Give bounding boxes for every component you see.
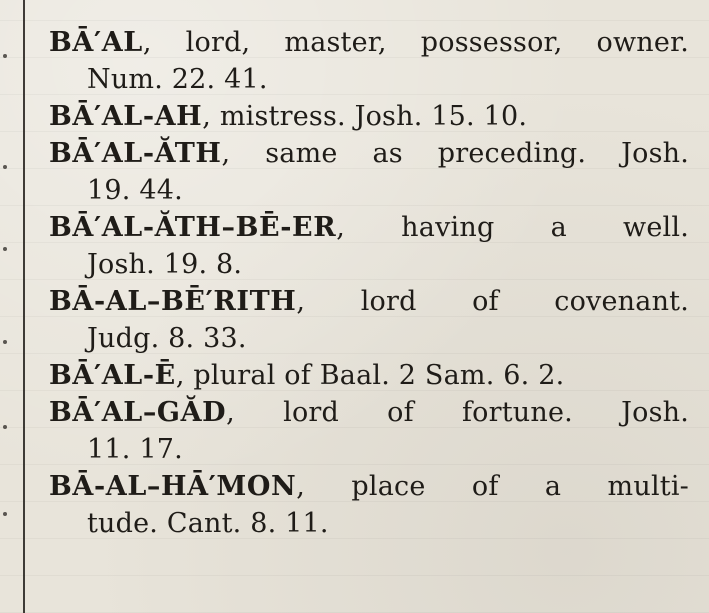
entry-headword: BĀ-AL–HĀ′MON xyxy=(49,471,297,502)
entry-definition: , lord of fortune. Josh. xyxy=(226,397,689,428)
dictionary-entry-continuation xyxy=(49,61,689,98)
margin-dot xyxy=(3,425,7,429)
margin-dot xyxy=(3,54,7,58)
dictionary-entry-continuation xyxy=(49,320,689,357)
dictionary-entry xyxy=(49,468,689,505)
entry-list xyxy=(49,24,689,539)
entry-reference: 11. 17. xyxy=(87,434,183,465)
margin-dot xyxy=(3,165,7,169)
entry-headword: BĀ′AL-ĂTH–BĒ-ER xyxy=(49,212,337,243)
entry-definition: , lord of covenant. xyxy=(296,286,689,317)
dictionary-entry xyxy=(49,209,689,246)
dictionary-entry-continuation xyxy=(49,505,689,539)
entry-definition: , lord, master, possessor, owner. xyxy=(142,27,689,58)
entry-reference: Judg. 8. 33. xyxy=(87,323,247,354)
margin-dot xyxy=(3,247,7,251)
entry-definition: , having a well. xyxy=(336,212,689,243)
dictionary-entry-continuation xyxy=(49,431,689,468)
entry-definition: , mistress. Josh. 15. 10. xyxy=(202,101,528,132)
entry-headword: BĀ-AL–BĒ′RITH xyxy=(49,286,297,317)
entry-headword: BĀ′AL-Ē xyxy=(49,360,176,391)
dictionary-entry xyxy=(49,135,689,172)
margin-dot xyxy=(3,340,7,344)
dictionary-entry xyxy=(49,24,689,61)
entry-definition: , place of a multi- xyxy=(296,471,689,502)
entry-headword: BĀ′AL–GĂD xyxy=(49,397,227,428)
entry-headword: BĀ′AL xyxy=(49,27,143,58)
dictionary-entry xyxy=(49,394,689,431)
entry-reference: Josh. 19. 8. xyxy=(87,249,243,280)
margin-dot xyxy=(3,512,7,516)
dictionary-entry xyxy=(49,98,689,135)
entry-reference: Num. 22. 41. xyxy=(87,64,268,95)
entry-headword: BĀ′AL-AH xyxy=(49,101,203,132)
dictionary-entry-continuation xyxy=(49,246,689,283)
dictionary-entry-continuation xyxy=(49,172,689,209)
entry-headword: BĀ′AL-ĂTH xyxy=(49,138,222,169)
entry-definition: , plural of Baal. 2 Sam. 6. 2. xyxy=(175,360,565,391)
entry-definition: , same as preceding. Josh. xyxy=(221,138,689,169)
entry-reference: tude. Cant. 8. 11. xyxy=(87,508,329,539)
entry-reference: 19. 44. xyxy=(87,175,183,206)
dictionary-entry xyxy=(49,283,689,320)
column-divider-rule xyxy=(23,0,25,613)
dictionary-entry xyxy=(49,357,689,394)
